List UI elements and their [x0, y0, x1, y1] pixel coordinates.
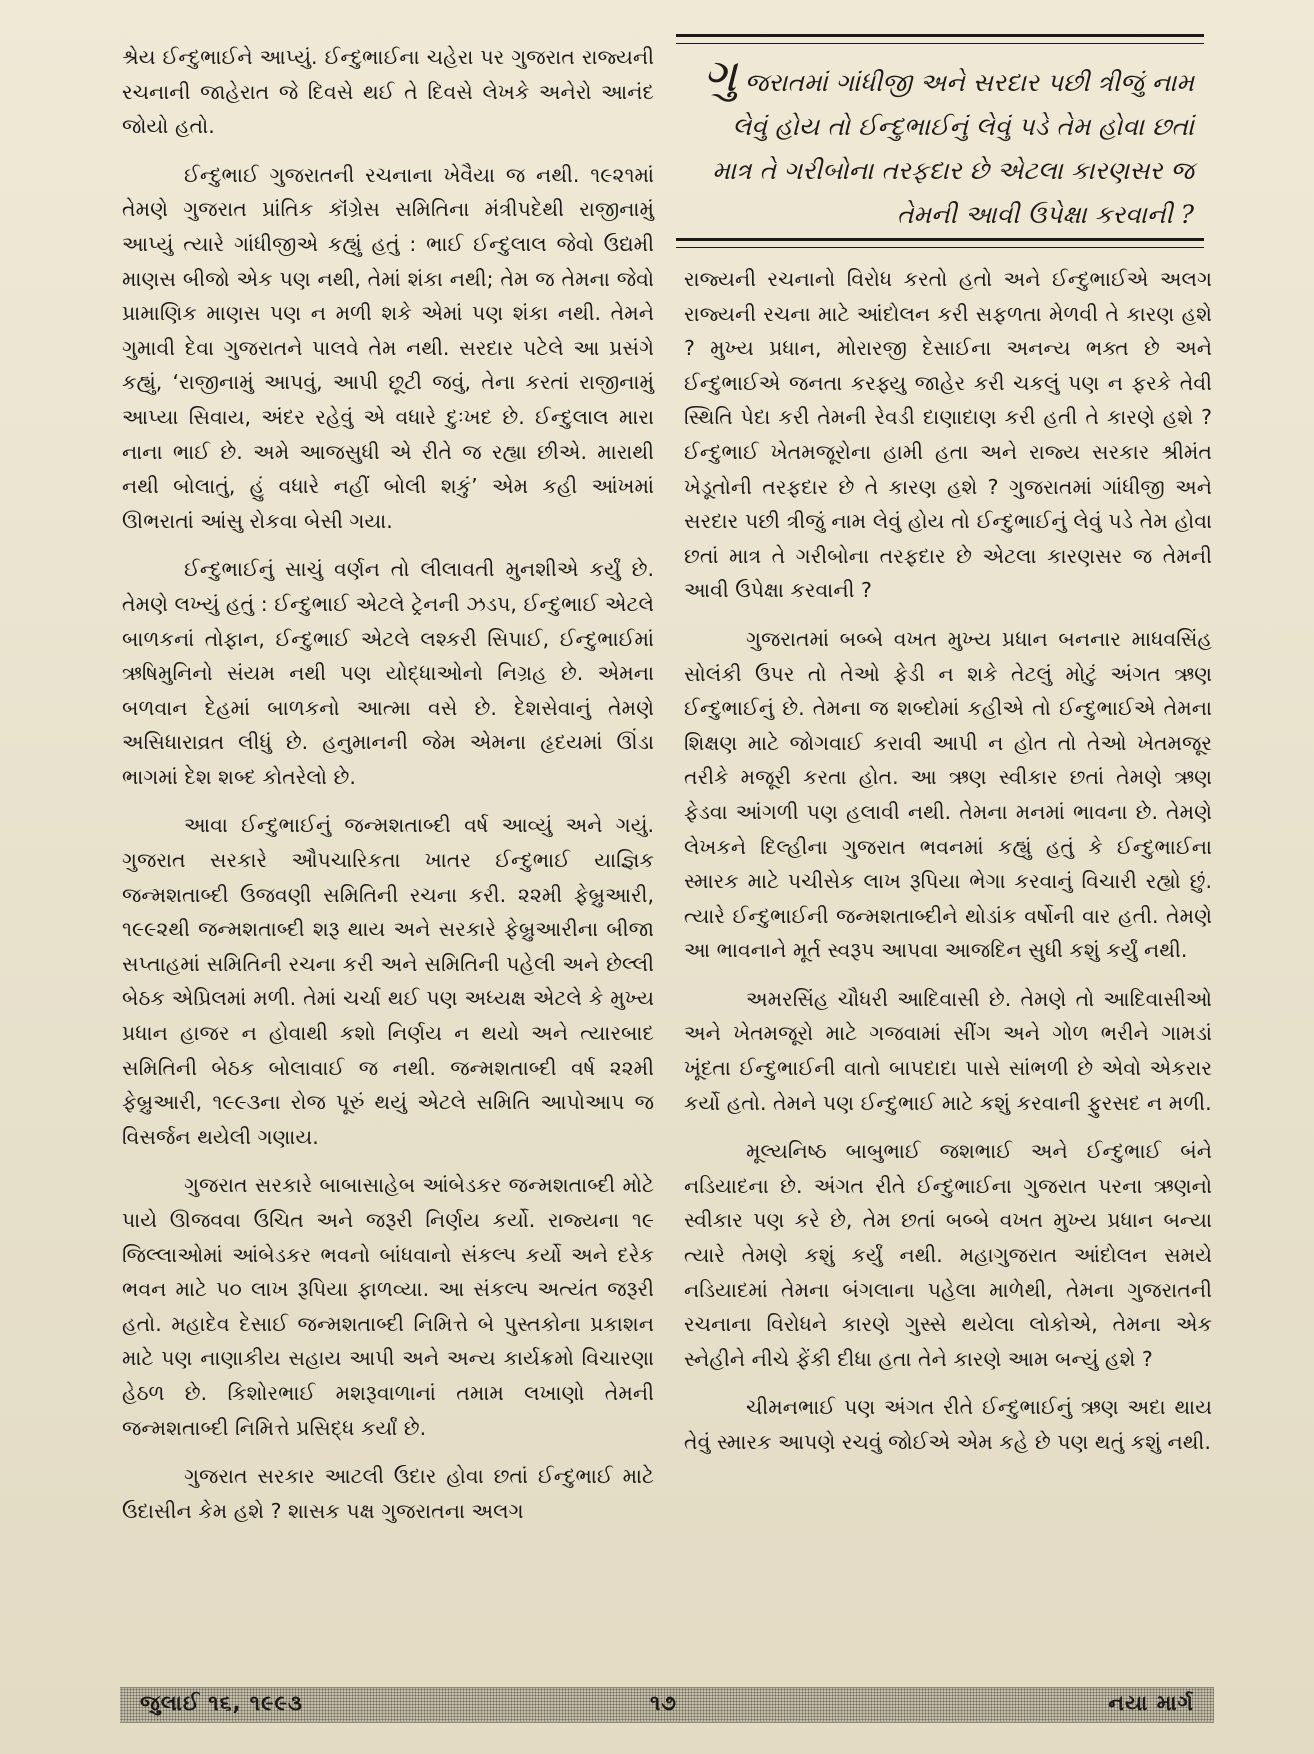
paragraph: ગુજરાત સરકાર આટલી ઉદાર હોવા છતાં ઈન્દુભાઈ માટે ઉદાસીન કેમ હશે ? શાસક પક્ષ ગુજરાતના અલગ: [122, 1464, 654, 1523]
paragraph: ગુજરાતમાં બબ્બે વખત મુખ્ય પ્રધાન બનનાર માધવસિંહ સોલંકી ઉપર તો તેઓ ફેડી ન શકે તેટલું મોટું અંગત ઋણ ઈન્દુભાઈનું છે. તેમના જ શબ્દોમાં કહીએ તો ઈન્દુભાઈએ તેમના શિક્ષણ માટે જોગવાઈ કરાવી આપી ન હોત તો તેઓ ખેતમજૂર તરીકે મજૂરી કરતા હોત. આ ઋણ સ્વીકાર છતાં તેમણે ઋણ ફેડવા આંગળી પણ હલાવી નથી. તેમના મનમાં ભાવના છે. તેમણે લેખકને દિલ્હીના ગુજરાત ભવનમાં કહ્યું હતું કે ઈન્દુભાઈના સ્મારક માટે પચીસેક લાખ રૂપિયા ભેગા કરવાનું વિચારી રહ્યો છું. ત્યારે ઈન્દુભાઈની જન્મશતાબ્દીને થોડાંક વર્ષોની વાર હતી. તેમણે આ ભાવનાને મૂર્ત સ્વરૂપ આપવા આજદિન સુધી કશું કર્યું નથી.: [684, 626, 1212, 963]
pull-quote-body: જરાતમાં ગાંધીજી અને સરદાર પછી ત્રીજું નામ લેવું હોય તો ઈન્દુભાઈનું લેવું પડે તેમ હોવા છતાં માત્ર તે ગરીબોના તરફદાર છે એટલા કારણસર જ તેમની આવી ઉપેક્ષા કરવાની ?: [712, 68, 1194, 229]
paragraph: ચીમનભાઈ પણ અંગત રીતે ઈન્દુભાઈનું ઋણ અદા થાય તેવું સ્મારક આપણે રચવું જોઈએ એમ કહે છે પણ થતું કશું નથી.: [684, 1395, 1212, 1454]
left-column: [122, 40, 654, 1528]
pull-quote-bottom-rule: [676, 238, 1204, 248]
pull-quote-drop-letter: ગુ: [703, 48, 737, 102]
pull-quote-top-rule: [676, 34, 1204, 44]
page-number: ૧૭: [650, 1691, 677, 1715]
pull-quote: [676, 34, 1204, 242]
paragraph: શ્રેય ઈન્દુભાઈને આપ્યું. ઈન્દુભાઈના ચહેરા પર ગુજરાત રાજ્યની રચનાની જાહેરાત જે દિવસે થઈ તે દિવસે લેખકે અનેરો આનંદ જોયો હતો.: [122, 45, 654, 139]
paragraph: ગુજરાત સરકારે બાબાસાહેબ આંબેડકર જન્મશતાબ્દી મોટે પાયે ઊજવવા ઉચિત અને જરૂરી નિર્ણય કર્યો. રાજ્યના ૧૯ જિલ્લાઓમાં આંબેડકર ભવનો બાંધવાનો સંકલ્પ કર્યો અને દરેક ભવન માટે ૫૦ લાખ રૂપિયા ફાળવ્યા. આ સંકલ્પ અત્યંત જરૂરી હતો. મહાદેવ દેસાઈ જન્મશતાબ્દી નિમિત્તે બે પુસ્તકોના પ્રકાશન માટે પણ નાણાકીય સહાય આપી અને અન્ય કાર્યક્રમો વિચારણા હેઠળ છે. કિશોરભાઈ મશરૂવાળાનાં તમામ લખાણો તેમની જન્મશતાબ્દી નિમિત્તે પ્રસિદ્ધ કર્યાં છે.: [122, 1173, 654, 1440]
magazine-title: નયા માર્ગ: [1108, 1691, 1194, 1715]
paragraph: ઈન્દુભાઈ ગુજરાતની રચનાના ખેવૈયા જ નથી. ૧૯૨૧માં તેમણે ગુજરાત પ્રાંતિક કૉંગ્રેસ સમિતિના મંત્રીપદેથી રાજીનામું આપ્યું ત્યારે ગાંધીજીએ કહ્યું હતું : ભાઈ ઈન્દુલાલ જેવો ઉદ્યમી માણસ બીજો એક પણ નથી, તેમાં શંકા નથી; તેમ જ તેમના જેવો પ્રામાણિક માણસ પણ ન મળી શકે એમાં પણ શંકા નથી. તેમને ગુમાવી દેવા ગુજરાતને પાલવે તેમ નથી. સરદાર પટેલે આ પ્રસંગે કહ્યું, ‘રાજીનામું આપવું, આપી છૂટી જવું, તેના કરતાં રાજીનામું આપ્યા સિવાય, અંદર રહેવું એ વધારે દુઃખદ છે. ઈન્દુલાલ મારા નાના ભાઈ છે. અમે આજસુધી એ રીતે જ રહ્યા છીએ. મારાથી નથી બોલાતું, હું વધારે નહીં બોલી શકું’ એમ કહી આંખમાં ઊભરાતાં આંસુ રોકવા બેસી ગયા.: [122, 162, 654, 533]
issue-date: જુલાઈ ૧૬, ૧૯૯૩: [140, 1691, 303, 1715]
page-footer: [120, 1687, 1214, 1723]
paragraph: રાજ્યની રચનાનો વિરોધ કરતો હતો અને ઈન્દુભાઈએ અલગ રાજ્યની રચના માટે આંદોલન કરી સફળતા મેળવી તે કારણ હશે ? મુખ્ય પ્રધાન, મોરારજી દેસાઈના અનન્ય ભક્ત છે અને ઈન્દુભાઈએ જનતા કરફ્યુ જાહેર કરી ચકલું પણ ન ફરકે તેવી સ્થિતિ પેદા કરી તેમની રેવડી દાણાદાણ કરી હતી તે કારણે હશે ? ઈન્દુભાઈ ખેતમજૂરોના હામી હતા અને રાજ્ય સરકાર શ્રીમંત ખેડૂતોની તરફદાર છે તે કારણ હશે ? ગુજરાતમાં ગાંધીજી અને સરદાર પછી ત્રીજું નામ લેવું હોય તો ઈન્દુભાઈનું લેવું પડે તેમ હોવા છતાં માત્ર તે ગરીબોના તરફદાર છે એટલા કારણસર જ તેમની આવી ઉપેક્ષા કરવાની ?: [684, 267, 1212, 603]
paragraph: આવા ઈન્દુભાઈનું જન્મશતાબ્દી વર્ષ આવ્યું અને ગયું. ગુજરાત સરકારે ઔપચારિકતા ખાતર ઈન્દુભાઈ યાજ્ઞિક જન્મશતાબ્દી ઉજવણી સમિતિની રચના કરી. ૨૨મી ફેબ્રુઆરી, ૧૯૯૨થી જન્મશતાબ્દી શરૂ થાય અને સરકારે ફેબ્રુઆરીના બીજા સપ્તાહમાં સમિતિની રચના કરી અને સમિતિની પહેલી અને છેલ્લી બેઠક એપ્રિલમાં મળી. તેમાં ચર્ચા થઈ પણ અધ્યક્ષ એટલે કે મુખ્ય પ્રધાન હાજર ન હોવાથી કશો નિર્ણય ન થયો અને ત્યારબાદ સમિતિની બેઠક બોલાવાઈ જ નથી. જન્મશતાબ્દી વર્ષ ૨૨મી ફેબ્રુઆરી, ૧૯૯૩ના રોજ પૂરું થયું એટલે સમિતિ આપોઆપ જ વિસર્જન થયેલી ગણાય.: [122, 813, 654, 1149]
paragraph: અમરસિંહ ચૌધરી આદિવાસી છે. તેમણે તો આદિવાસીઓ અને ખેતમજૂરો માટે ગજવામાં સીંગ અને ગોળ ભરીને ગામડાં ખૂંદતા ઈન્દુભાઈની વાતો બાપદાદા પાસે સાંભળી છે એવો એકરાર કર્યો હતો. તેમને પણ ઈન્દુભાઈ માટે કશું કરવાની ફુરસદ ન મળી.: [684, 986, 1212, 1115]
paragraph: મૂલ્યનિષ્ઠ બાબુભાઈ જશભાઈ અને ઈન્દુભાઈ બંને નડિયાદના છે. અંગત રીતે ઈન્દુભાઈના ગુજરાત પરના ઋણનો સ્વીકાર પણ કરે છે, તેમ છતાં બબ્બે વખત મુખ્ય પ્રધાન બન્યા ત્યારે તેમણે કશું કર્યું નથી. મહાગુજરાત આંદોલન સમયે નડિયાદમાં તેમના બંગલાના પહેલા માળેથી, તેમના ગુજરાતની રચનાના વિરોધને કારણે ગુસ્સે થયેલા લોકોએ, તેમના એક સ્નેહીને નીચે ફેંકી દીધા હતા તેને કારણે આમ બન્યું હશે ?: [684, 1139, 1212, 1371]
paragraph: ઈન્દુભાઈનું સાચું વર્ણન તો લીલાવતી મુનશીએ કર્યું છે. તેમણે લખ્યું હતું : ઈન્દુભાઈ એટલે ટ્રેનની ઝડપ, ઈન્દુભાઈ એટલે બાળકનાં તોફાન, ઈન્દુભાઈ એટલે લશ્કરી સિપાઈ, ઈન્દુભાઈમાં ઋષિમુનિનો સંયમ નથી પણ યોદ્ધાઓનો નિગ્રહ છે. એમના બળવાન દેહમાં બાળકનો આત્મા વસે છે. દેશસેવાનું તેમણે અસિધારાવ્રત લીધું છે. હનુમાનની જેમ એમના હૃદયમાં ઊંડા ભાગમાં દેશ શબ્દ કોતરેલો છે.: [122, 557, 654, 789]
pull-quote-text: [686, 48, 1194, 237]
right-column: [684, 262, 1212, 1460]
